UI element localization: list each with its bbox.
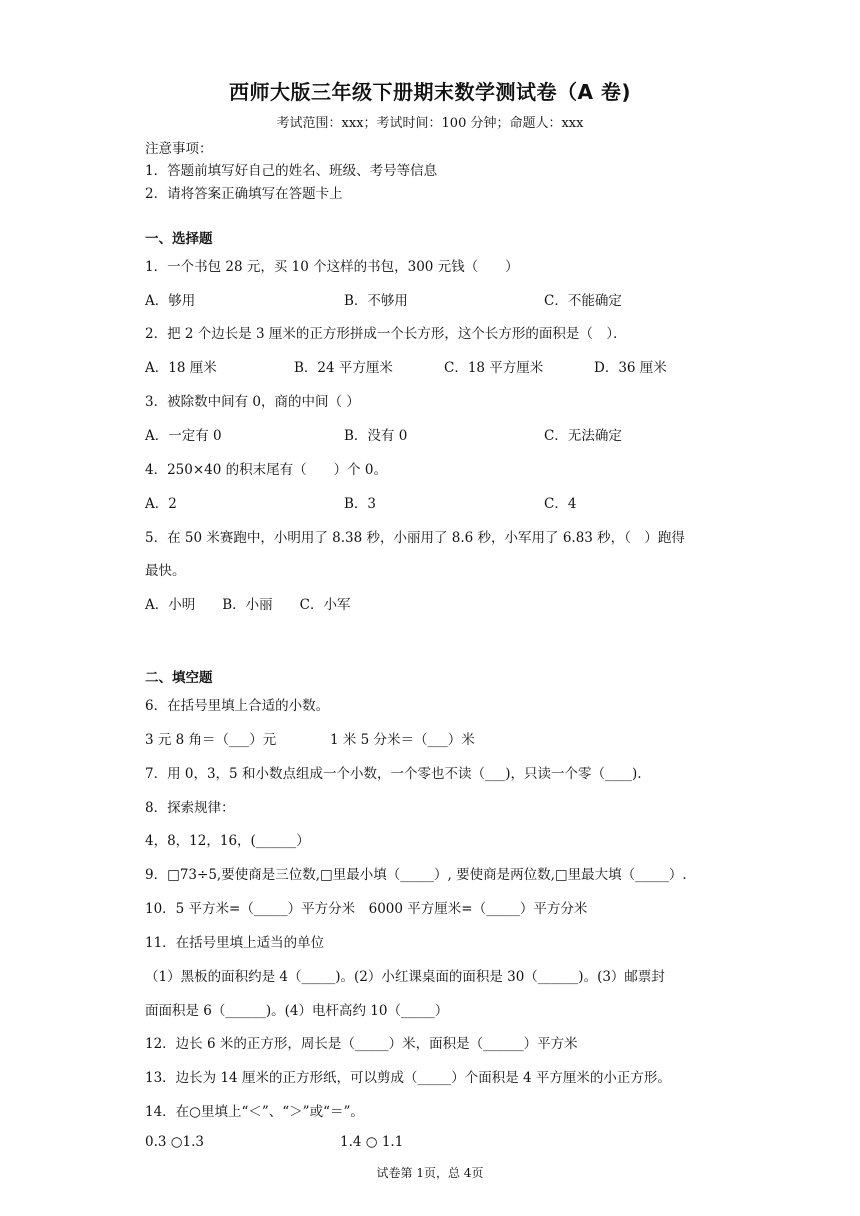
- q2-option-c: C．18 平方厘米: [444, 360, 544, 376]
- q1-option-a: A．够用: [145, 293, 196, 309]
- q2-option-b: B．24 平方厘米: [294, 360, 393, 376]
- question-2: 2．把 2 个边长是 3 厘米的正方形拼成一个长方形，这个长方形的面积是（ ）．: [145, 326, 627, 342]
- q14-part-2: 1.4 ○ 1.1: [340, 1134, 404, 1150]
- question-1: 1．一个书包 28 元，买 10 个这样的书包，300 元钱（ ）: [145, 259, 519, 275]
- question-4: 4．250×40 的积末尾有（ ）个 0。: [145, 462, 388, 478]
- notice-item-2: 2．请将答案正确填写在答题卡上: [145, 186, 343, 202]
- section-1-heading: 一、选择题: [145, 231, 213, 247]
- question-14: 14．在○里填上“＜”、“＞”或“＝”。: [145, 1104, 364, 1120]
- question-5-line-1: 5．在 50 米赛跑中，小明用了 8.38 秒，小丽用了 8.6 秒，小军用了 6.83 秒，（ ）跑得: [145, 530, 685, 546]
- question-10: 10．5 平方米=（_____）平方分米 6000 平方厘米=（_____）平方分米: [145, 901, 588, 917]
- q6-part-2: 1 米 5 分米＝（___）米: [330, 732, 475, 748]
- q3-option-c: C．无法确定: [544, 428, 622, 444]
- q11-line-2: 面面积是 6（______)。(4）电杆高约 10（_____）: [145, 1003, 449, 1019]
- q14-part-1: 0.3 ○1.3: [145, 1134, 205, 1150]
- notice-heading: 注意事项：: [145, 141, 213, 157]
- question-12: 12．边长 6 米的正方形，周长是（_____）米，面积是（______）平方米: [145, 1036, 578, 1052]
- q3-option-a: A．一定有 0: [145, 428, 222, 444]
- q1-option-c: C．不能确定: [544, 293, 622, 309]
- page-title: 西师大版三年级下册期末数学测试卷（A 卷): [228, 80, 632, 104]
- section-2-heading: 二、填空题: [145, 670, 213, 686]
- q1-option-b: B．不够用: [344, 293, 408, 309]
- exam-info: 考试范围：xxx；考试时间：100 分钟；命题人：xxx: [276, 116, 584, 131]
- q2-option-a: A．18 厘米: [145, 360, 217, 376]
- q4-option-b: B．3: [344, 496, 377, 512]
- q5-options: A．小明 B．小丽 C．小军: [145, 597, 351, 613]
- q8-sequence: 4，8，12，16，(______）: [145, 833, 310, 849]
- page-footer: 试卷第 1页，总 4页: [376, 1166, 484, 1180]
- question-9: 9．□73÷5,要使商是三位数,□里最小填（_____）, 要使商是两位数,□里最大填（_____）.: [145, 867, 687, 883]
- q4-option-a: A．2: [145, 496, 177, 512]
- q4-option-c: C．4: [544, 496, 577, 512]
- q6-part-1: 3 元 8 角＝（___）元: [145, 732, 277, 748]
- q3-option-b: B．没有 0: [344, 428, 408, 444]
- question-6: 6．在括号里填上合适的小数。: [145, 698, 330, 714]
- question-5-line-2: 最快。: [145, 563, 186, 579]
- question-3: 3．被除数中间有 0，商的中间（ ）: [145, 394, 360, 410]
- question-11: 11．在括号里填上适当的单位: [145, 935, 325, 951]
- notice-item-1: 1．答题前填写好自己的姓名、班级、考号等信息: [145, 163, 438, 179]
- question-8: 8．探索规律：: [145, 800, 235, 816]
- q2-option-d: D．36 厘米: [594, 360, 667, 376]
- question-7: 7．用 0，3，5 和小数点组成一个小数，一个零也不读（___)，只读一个零（____).: [145, 766, 642, 782]
- q11-line-1: （1）黑板的面积约是 4（_____)。(2）小红课桌面的面积是 30（______)。(3）邮票封: [145, 969, 665, 985]
- question-13: 13．边长为 14 厘米的正方形纸，可以剪成（_____）个面积是 4 平方厘米的小正方形。: [145, 1070, 671, 1086]
